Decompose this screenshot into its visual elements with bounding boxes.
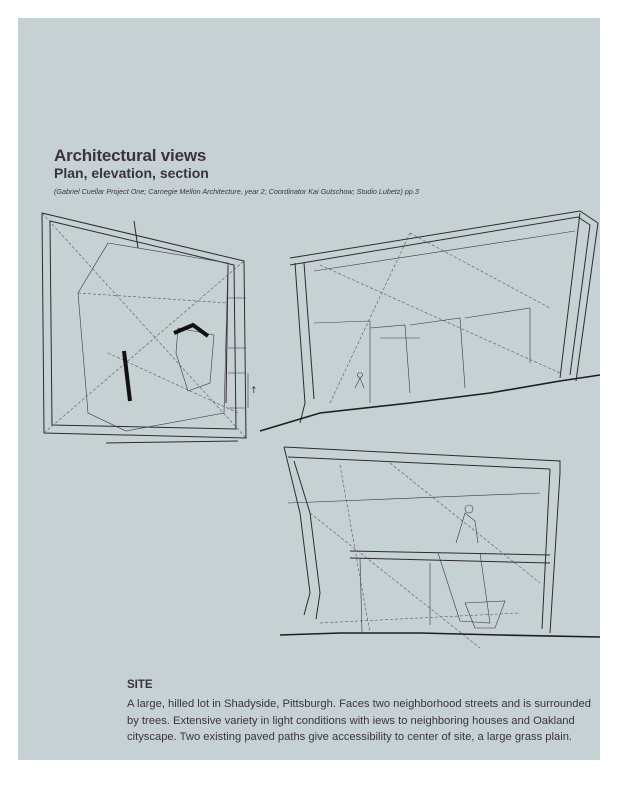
- document-page: [18, 18, 600, 760]
- page-title: Architectural views: [54, 146, 207, 165]
- site-description: A large, hilled lot in Shadyside, Pittsburgh. Faces two neighborhood streets and is surrounded by trees. Extensive variety in light conditions with iews to neighboring houses and Oakland cityscape. Two existing paved paths give accessibility to center of site, a large grass plain.: [127, 698, 591, 743]
- site-heading: SITE: [127, 679, 153, 691]
- section-drawing: [280, 443, 600, 658]
- plan-drawing: [38, 203, 258, 453]
- elevation-drawing: [260, 203, 600, 433]
- project-credit: (Gabriel Cuellar Project One; Carnegie Mellon Architecture, year 2; Coordinator Kai Gutschow; Studio Lubetz) pp.3: [54, 187, 419, 196]
- page-subtitle: Plan, elevation, section: [54, 165, 209, 181]
- svg-text:↑: ↑: [250, 386, 258, 396]
